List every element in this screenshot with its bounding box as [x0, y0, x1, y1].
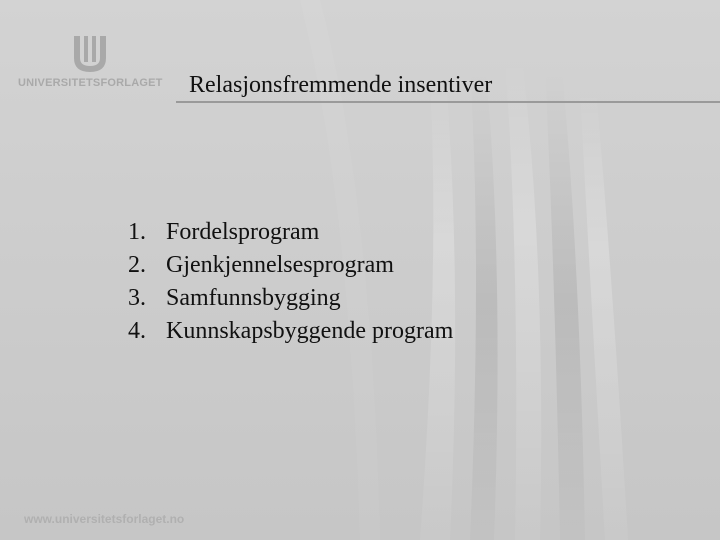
- publisher-logo: [18, 34, 163, 96]
- list-number: 1.: [128, 219, 146, 245]
- list-item-label: Gjenkjennelsesprogram: [166, 252, 394, 278]
- list-item-label: Fordelsprogram: [166, 219, 320, 245]
- list-item-label: Kunnskapsbyggende program: [166, 318, 454, 344]
- numbered-list: [128, 216, 453, 348]
- footer-url: www.universitetsforlaget.no: [24, 512, 185, 526]
- list-item: [128, 282, 453, 315]
- logo-text: UNIVERSITETSFORLAGET: [18, 77, 163, 89]
- slide-title: Relasjonsfremmende insentiver: [189, 72, 493, 98]
- list-number: 3.: [128, 285, 146, 311]
- list-item: [128, 315, 453, 348]
- list-number: 4.: [128, 318, 146, 344]
- list-item-label: Samfunnsbygging: [166, 285, 341, 311]
- universitetsforlaget-u-logo-icon: [70, 34, 110, 74]
- list-number: 2.: [128, 252, 146, 278]
- list-item: [128, 216, 453, 249]
- title-underline: [176, 101, 720, 103]
- list-item: [128, 249, 453, 282]
